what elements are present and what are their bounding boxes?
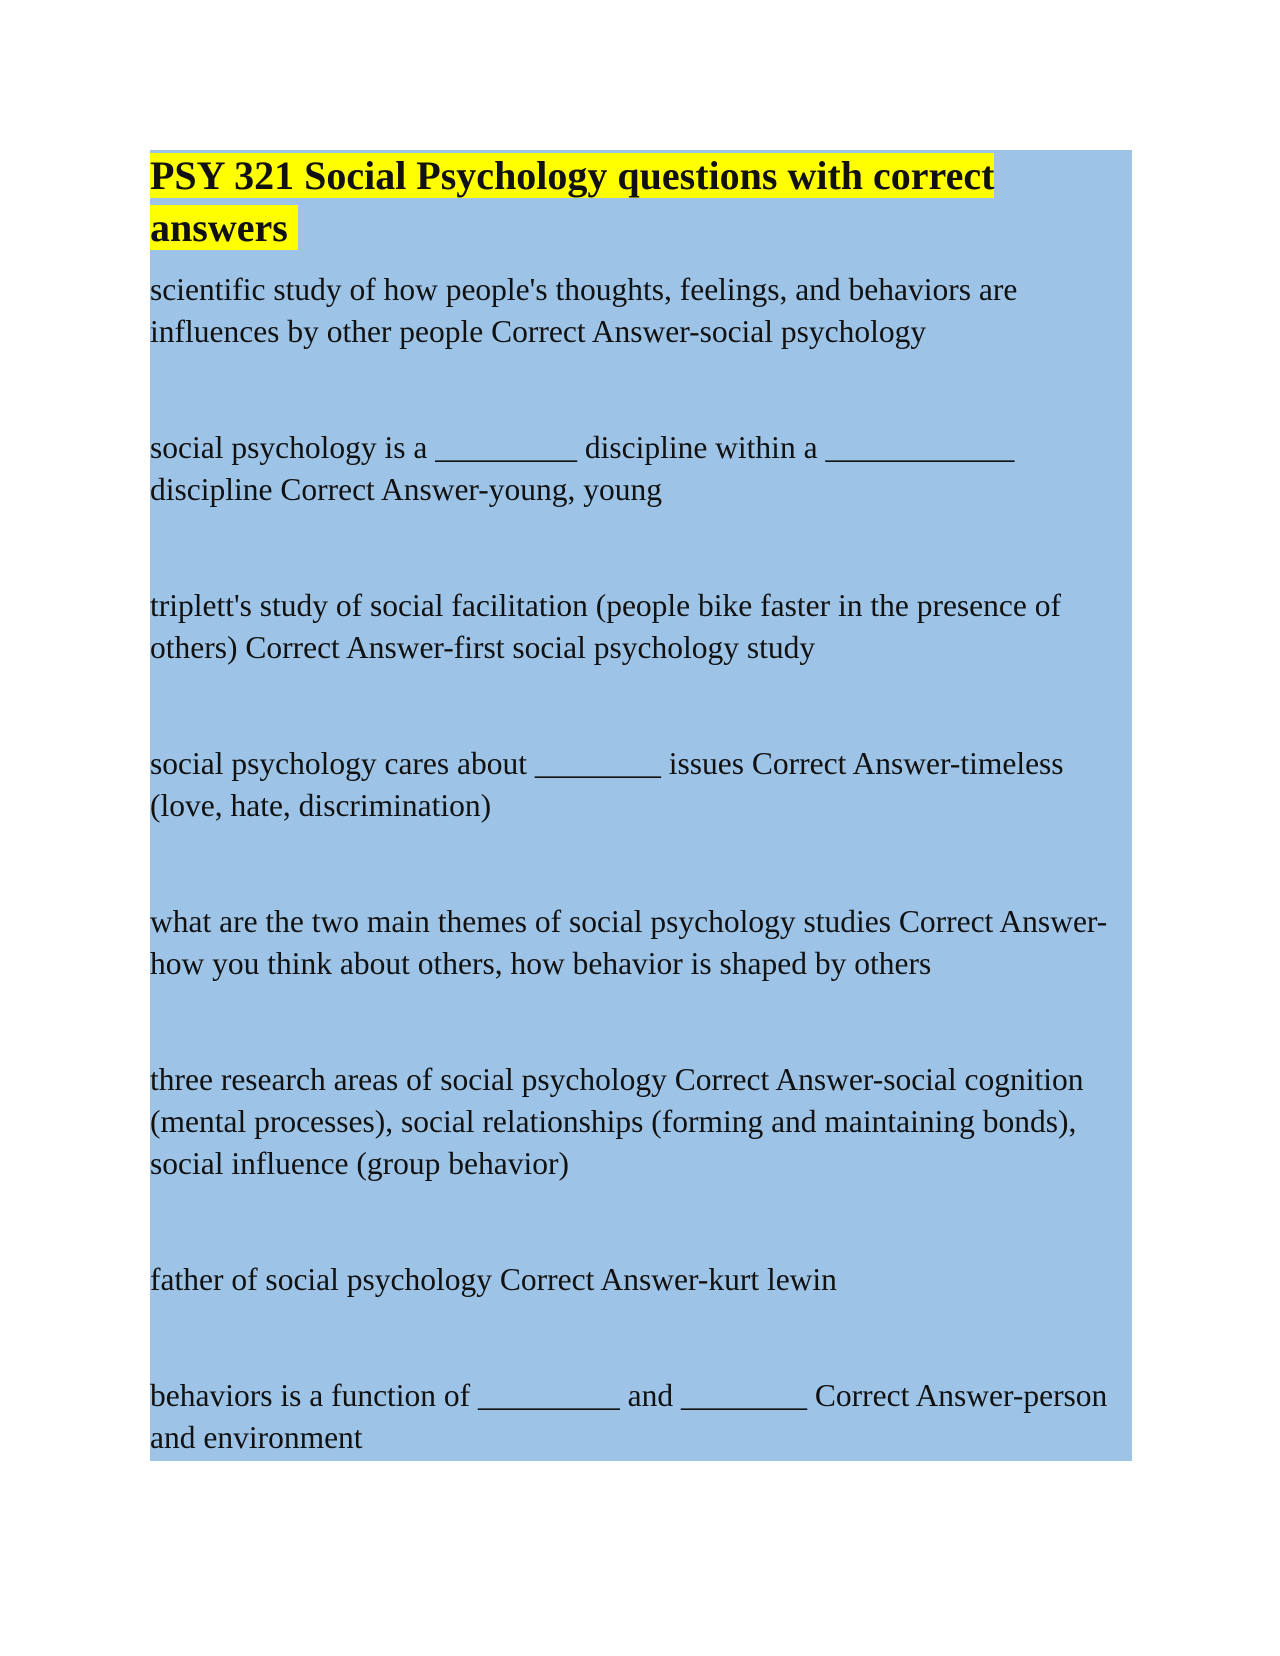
answer-text: Correct Answer-social cognition (mental processes), social relationships (forming and maintaining bonds), social influence (group behavior): [150, 1062, 1084, 1181]
qa-list: [150, 269, 1130, 1533]
answer-text: Correct Answer-how you think about others, how behavior is shaped by others: [150, 904, 1108, 981]
qa-item: [150, 901, 1130, 985]
answer-text: Correct Answer-social psychology: [491, 314, 927, 349]
qa-item: [150, 1059, 1130, 1185]
document-title: [150, 150, 1060, 254]
question-text: father of social psychology: [150, 1262, 493, 1297]
qa-item: [150, 427, 1130, 511]
qa-item: [150, 1375, 1130, 1459]
title-highlight: PSY 321 Social Psychology questions with correct answers: [150, 153, 995, 250]
answer-text: Correct Answer-first social psychology study: [245, 630, 816, 665]
question-text: three research areas of social psychology: [150, 1062, 667, 1097]
answer-text: Correct Answer-person and environment: [150, 1378, 1108, 1455]
question-text: what are the two main themes of social psychology studies: [150, 904, 891, 939]
qa-item: [150, 585, 1130, 669]
answer-text: Correct Answer-young, young: [280, 472, 663, 507]
question-text: social psychology is a _________ discipline within a ____________ discipline: [150, 430, 1015, 507]
qa-item: [150, 1259, 1130, 1301]
question-text: social psychology cares about ________ issues: [150, 746, 745, 781]
question-text: behaviors is a function of _________ and ________: [150, 1378, 808, 1413]
qa-item: [150, 743, 1130, 827]
qa-item: [150, 269, 1130, 353]
answer-text: Correct Answer-kurt lewin: [499, 1262, 837, 1297]
question-text: triplett's study of social facilitation (people bike faster in the presence of others): [150, 588, 1061, 665]
answer-text: Correct Answer-timeless (love, hate, discrimination): [150, 746, 1064, 823]
question-text: scientific study of how people's thoughts, feelings, and behaviors are influences by other people: [150, 272, 1018, 349]
